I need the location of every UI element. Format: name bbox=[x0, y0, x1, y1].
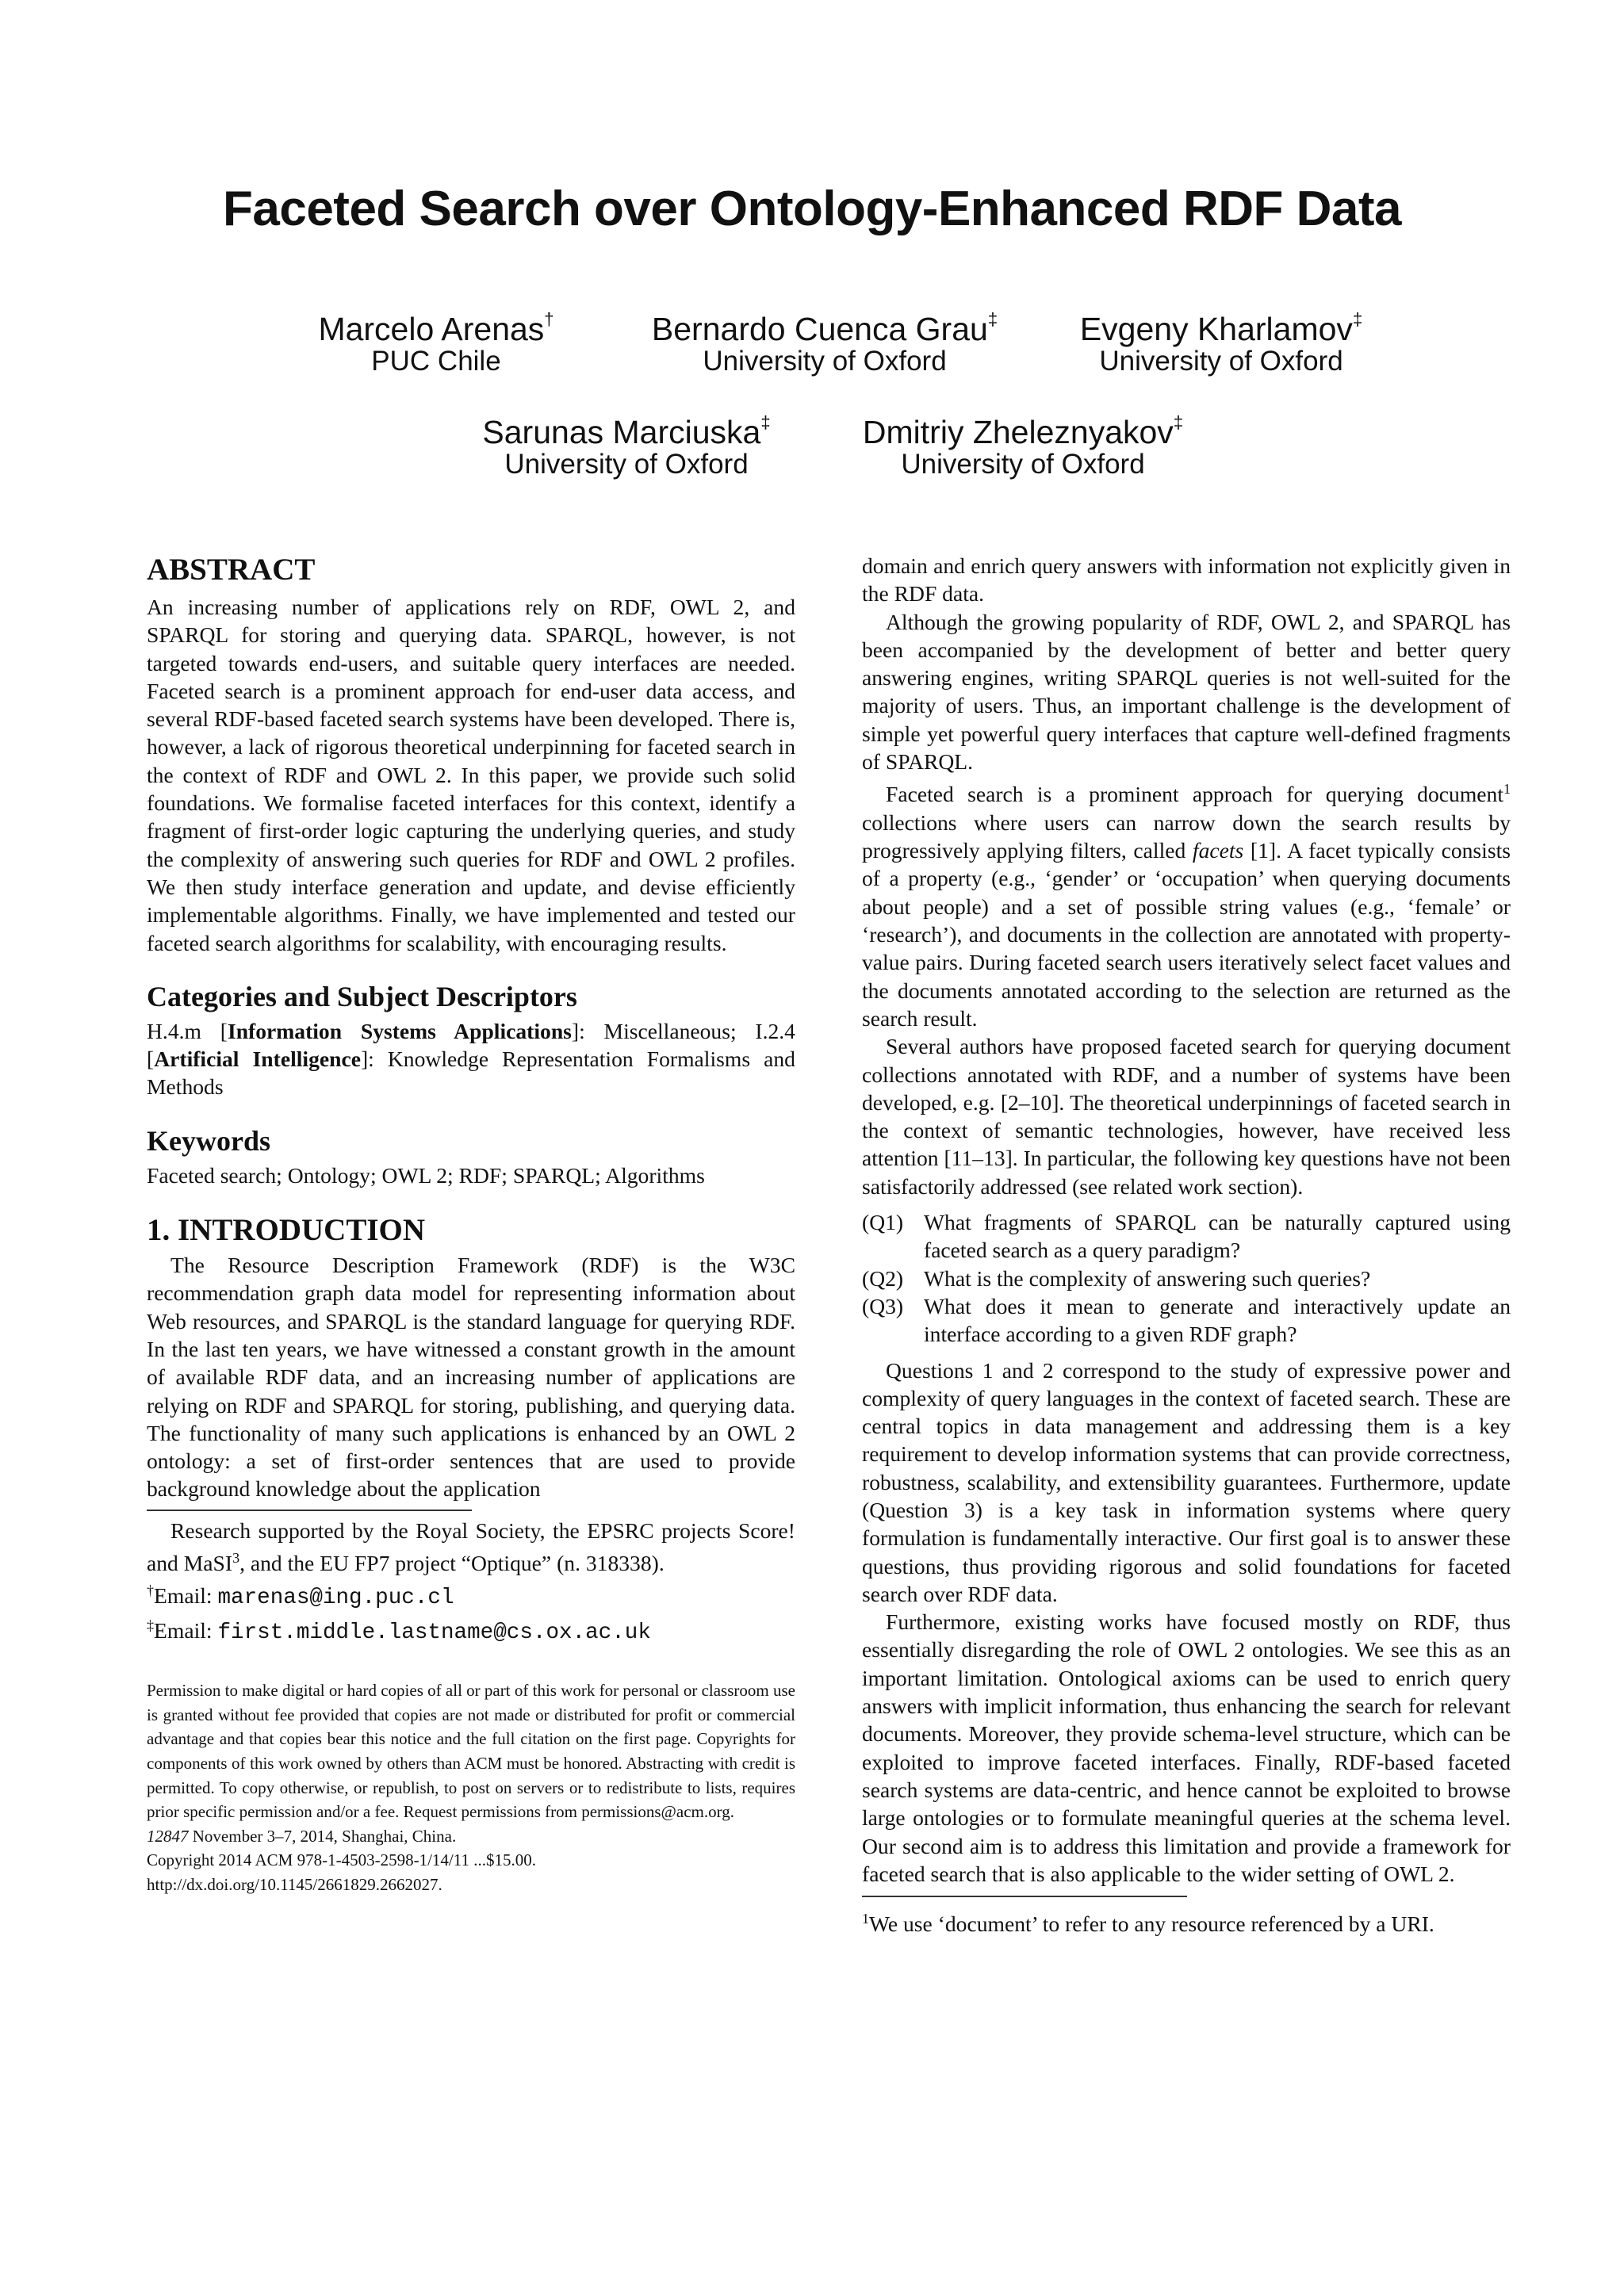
author-block bbox=[841, 412, 1205, 480]
intro-heading: 1. INTRODUCTION bbox=[147, 1213, 426, 1248]
paper-title: Faceted Search over Ontology-Enhanced RDF Data bbox=[222, 182, 1401, 236]
intro-paragraph: Faceted search is a prominent approach for querying document$^1$ collections where users can narrow down the search results by progressively applying filters, called facets [1]. A facet typically consists of a property (e.g., ‘gender’ or ‘occupation’ when querying documents about people) and a set of possible string values (e.g., ‘female’ or ‘research’), and documents in the collection are annotated with property-value pairs. During faceted search users iteratively select facet values and the documents annotated according to the selection are returned as the search result. bbox=[862, 781, 1511, 1031]
permission-text: Permission to make digital or hard copies of all or part of this work for personal or classroom use is granted without fee provided that copies are not made or distributed for profit or commercial advantage and that copies bear this notice and the full citation on the first page. Copyrights for components of this work owned by others than ACM must be honored. Abstracting with credit is permitted. To copy otherwise, or republish, to post on servers or to redistribute to lists, requires prior specific permission and/or a fee. Request permissions from permissions@acm.org. bbox=[147, 1681, 795, 1822]
doi-link[interactable]: http://dx.doi.org/10.1145/2661829.2662027. bbox=[147, 1875, 442, 1895]
footnote-rule bbox=[862, 1896, 1187, 1897]
left-column bbox=[147, 552, 795, 1897]
footnote-support: Research supported by the Royal Society, the EPSRC projects Score! and MaSI$^3$, and the EU FP7 project “Optique” (n. 318338). bbox=[147, 1517, 795, 1575]
list-item: (Q2) What is the complexity of answering such queries? bbox=[862, 1265, 1371, 1291]
author-name: Dmitriy Zheleznyakov‡ bbox=[862, 412, 1184, 450]
question-list bbox=[862, 1208, 1511, 1348]
author-affiliation: University of Oxford bbox=[901, 449, 1145, 480]
intro-paragraph: Although the growing popularity of RDF, OWL 2, and SPARQL has been accompanied by the development of better and better query answering engines, writing SPARQL queries is not well-suited for the majority of users. Thus, an important challenge is the development of simple yet powerful query interfaces that capture well-defined fragments of SPARQL. bbox=[862, 609, 1511, 775]
author-affiliation: University of Oxford bbox=[504, 449, 749, 480]
intro-paragraph: Several authors have proposed faceted search for querying document collections annotated with RDF, and a number of systems have been developed, e.g. [2–10]. The theoretical underpinnings of faceted search in the context of semantic technologies, however, have received less attention [11–13]. In particular, the following key questions have not been satisfactorily addressed (see related work section). bbox=[862, 1034, 1511, 1199]
intro-paragraph: Questions 1 and 2 correspond to the study of expressive power and complexity of query languages in the context of faceted search. These are central topics in data management and addressing them is a key requirement to develop information systems that can provide correctness, robustness, scalability, and extensibility guarantees. Furthermore, update (Question 3) is a key task in information systems where query formulation is fundamentally interactive. Our first goal is to answer these questions, thus providing rigorous and solid foundations for faceted search over RDF data. bbox=[862, 1357, 1511, 1606]
author-affiliation: University of Oxford bbox=[1099, 346, 1343, 377]
abstract-heading: ABSTRACT bbox=[147, 553, 316, 587]
right-column bbox=[862, 552, 1511, 1938]
author-name: Sarunas Marciuska‡ bbox=[482, 412, 771, 450]
list-item: (Q1) What fragments of SPARQL can be naturally captured using faceted search as a query paradigm? bbox=[862, 1210, 1511, 1263]
list-item: (Q3) What does it mean to generate and interactively update an interface according to a given RDF graph? bbox=[862, 1293, 1511, 1347]
footnote-1: $^1$We use ‘document’ to refer to any resource referenced by a URI. bbox=[862, 1911, 1434, 1937]
footnote-rule bbox=[147, 1510, 472, 1511]
author-block bbox=[1039, 309, 1404, 377]
keywords-text: Faceted search; Ontology; OWL 2; RDF; SPARQL; Algorithms bbox=[147, 1162, 705, 1188]
author-block bbox=[626, 309, 1023, 377]
author-name: Marcelo Arenas† bbox=[318, 309, 554, 347]
abstract-text: An increasing number of applications rely on RDF, OWL 2, and SPARQL for storing and querying data. SPARQL, however, is not targeted towards end-users, and suitable query interfaces are needed. Faceted search is a prominent approach for end-user data access, and several RDF-based faceted search systems have been developed. There is, however, a lack of rigorous theoretical underpinning for faceted search in the context of RDF and OWL 2. In this paper, we provide such solid foundations. We formalise faceted interfaces for this context, identify a fragment of first-order logic capturing the underlying queries, and study the complexity of answering such queries for RDF and OWL 2 profiles. We then study interface generation and update, and devise efficiently implementable algorithms. Finally, we have implemented and tested our faceted search algorithms for scalability, with encouraging results. bbox=[147, 595, 795, 955]
permission-block bbox=[147, 1678, 795, 1896]
categories-heading: Categories and Subject Descriptors bbox=[147, 980, 577, 1012]
author-block bbox=[444, 412, 809, 480]
author-affiliation: PUC Chile bbox=[371, 346, 501, 377]
author-name: Bernardo Cuenca Grau‡ bbox=[651, 309, 998, 347]
author-name: Evgeny Kharlamov‡ bbox=[1079, 309, 1363, 347]
author-block bbox=[262, 309, 611, 377]
categories-text: H.4.m [Information Systems Applications]: Miscellaneous; I.2.4 [Artificial Intelligence]: Knowledge Representation Formalisms and Methods bbox=[147, 1018, 795, 1100]
keywords-heading: Keywords bbox=[147, 1124, 270, 1157]
copyright-line: Copyright 2014 ACM 978-1-4503-2598-1/14/11 ...$15.00. bbox=[147, 1850, 536, 1870]
intro-paragraph: The Resource Description Framework (RDF) is the W3C recommendation graph data model for representing information about Web resources, and SPARQL is the standard language for querying RDF. In the last ten years, we have witnessed a constant growth in the amount of available RDF data, and an increasing number of applications are relying on RDF and SPARQL for storing, publishing, and querying data. The functionality of many such applications is enhanced by an OWL 2 ontology: a set of first-order sentences that are used to provide background knowledge about the application bbox=[147, 1253, 795, 1502]
footnote-email-1: †Email: marenas@ing.puc.cl bbox=[147, 1582, 454, 1611]
conference-line: 12847 November 3–7, 2014, Shanghai, China. bbox=[147, 1826, 457, 1846]
footnote-email-2: ‡Email: first.middle.lastname@cs.ox.ac.uk bbox=[147, 1617, 651, 1646]
intro-paragraph-continued: domain and enrich query answers with information not explicitly given in the RDF data. bbox=[862, 553, 1511, 607]
author-affiliation: University of Oxford bbox=[703, 346, 947, 377]
intro-paragraph: Furthermore, existing works have focused mostly on RDF, thus essentially disregarding the role of OWL 2 ontologies. We see this as an important limitation. Ontological axioms can be used to enrich query answers with implicit information, thus enhancing the search for relevant documents. Moreover, they provide schema-level structure, which can be exploited to improve faceted interfaces. Finally, RDF-based faceted search systems are data-centric, and hence cannot be exploited to browse large ontologies or to formulate meaningful queries at the schema level. Our second aim is to address this limitation and provide a framework for faceted search that is also applicable to the wider setting of OWL 2. bbox=[862, 1609, 1511, 1886]
